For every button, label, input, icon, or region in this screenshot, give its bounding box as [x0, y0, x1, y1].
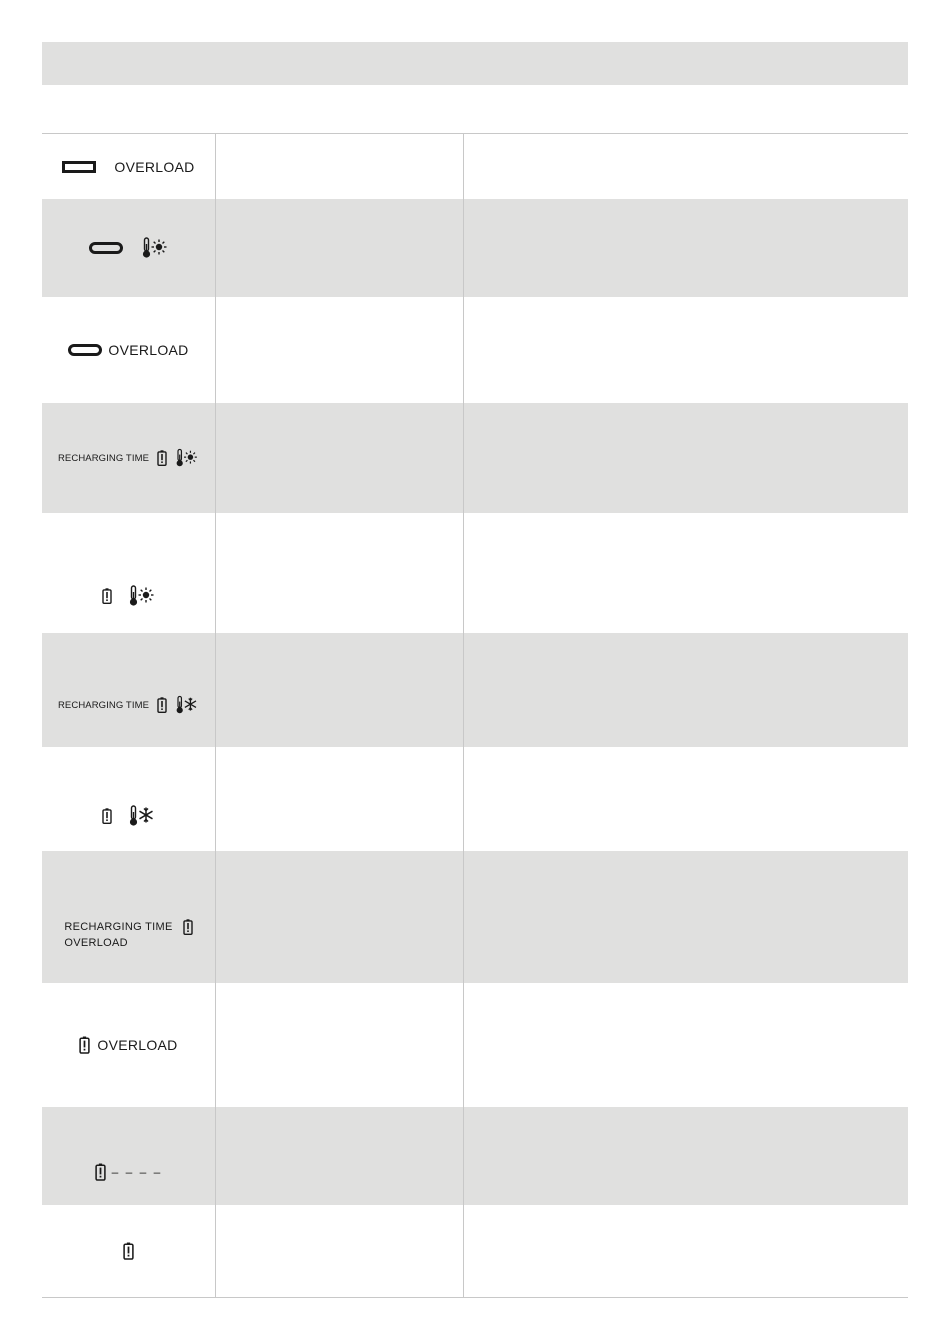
- battery-warning-icon: [123, 1242, 134, 1260]
- display-symbol-cell: [42, 983, 215, 1107]
- table-row: [42, 1205, 908, 1297]
- display-symbol-cell: [42, 513, 215, 633]
- display-symbol-cell: [42, 134, 215, 199]
- table-row: [42, 851, 908, 983]
- error-code-table: [42, 133, 908, 1298]
- table-row: [42, 1107, 908, 1205]
- table-row: [42, 513, 908, 633]
- battery-warning-icon: [183, 919, 193, 935]
- battery-warning-icon: [102, 808, 112, 824]
- usb-c-port-icon: [89, 242, 123, 254]
- display-symbol-cell: [42, 851, 215, 983]
- display-symbol-cell: [42, 1205, 215, 1297]
- table-row: [42, 983, 908, 1107]
- overload-label: OVERLOAD: [114, 158, 195, 175]
- recharging-time-label: RECHARGING TIME: [57, 452, 150, 464]
- battery-warning-icon: [79, 1036, 90, 1054]
- display-symbol-cell: [42, 297, 215, 403]
- display-symbol-cell: [42, 403, 215, 513]
- display-symbol-cell: [42, 199, 215, 297]
- table-row: [42, 134, 908, 199]
- usb-a-port-icon: [62, 161, 96, 173]
- overload-label: OVERLOAD: [108, 342, 189, 358]
- display-symbol-cell: [42, 747, 215, 851]
- recharging-time-label: RECHARGING TIME: [64, 921, 173, 933]
- overload-label: OVERLOAD: [97, 1037, 178, 1053]
- thermometer-cold-icon: [175, 695, 199, 715]
- usb-c-port-icon: [68, 344, 102, 356]
- thermometer-hot-icon: [175, 448, 199, 468]
- battery-warning-icon: [102, 588, 112, 604]
- overload-label: OVERLOAD: [64, 937, 128, 949]
- thermometer-cold-icon: [128, 805, 156, 827]
- table-row: [42, 403, 908, 513]
- header-bar: [42, 42, 908, 85]
- table-row: [42, 297, 908, 403]
- battery-warning-icon: [157, 697, 167, 713]
- table-row: [42, 747, 908, 851]
- battery-warning-icon: [157, 450, 167, 466]
- battery-warning-icon: [95, 1163, 106, 1181]
- column-divider: [215, 133, 216, 1298]
- display-symbol-cell: [42, 633, 215, 747]
- thermometer-hot-icon: [128, 585, 156, 607]
- column-divider: [463, 133, 464, 1298]
- table-row: [42, 633, 908, 747]
- dash-placeholder-label: – – – –: [111, 1165, 163, 1179]
- recharging-time-label: RECHARGING TIME: [57, 699, 150, 711]
- display-symbol-cell: [42, 1107, 215, 1205]
- table-row: [42, 199, 908, 297]
- thermometer-hot-icon: [141, 237, 169, 259]
